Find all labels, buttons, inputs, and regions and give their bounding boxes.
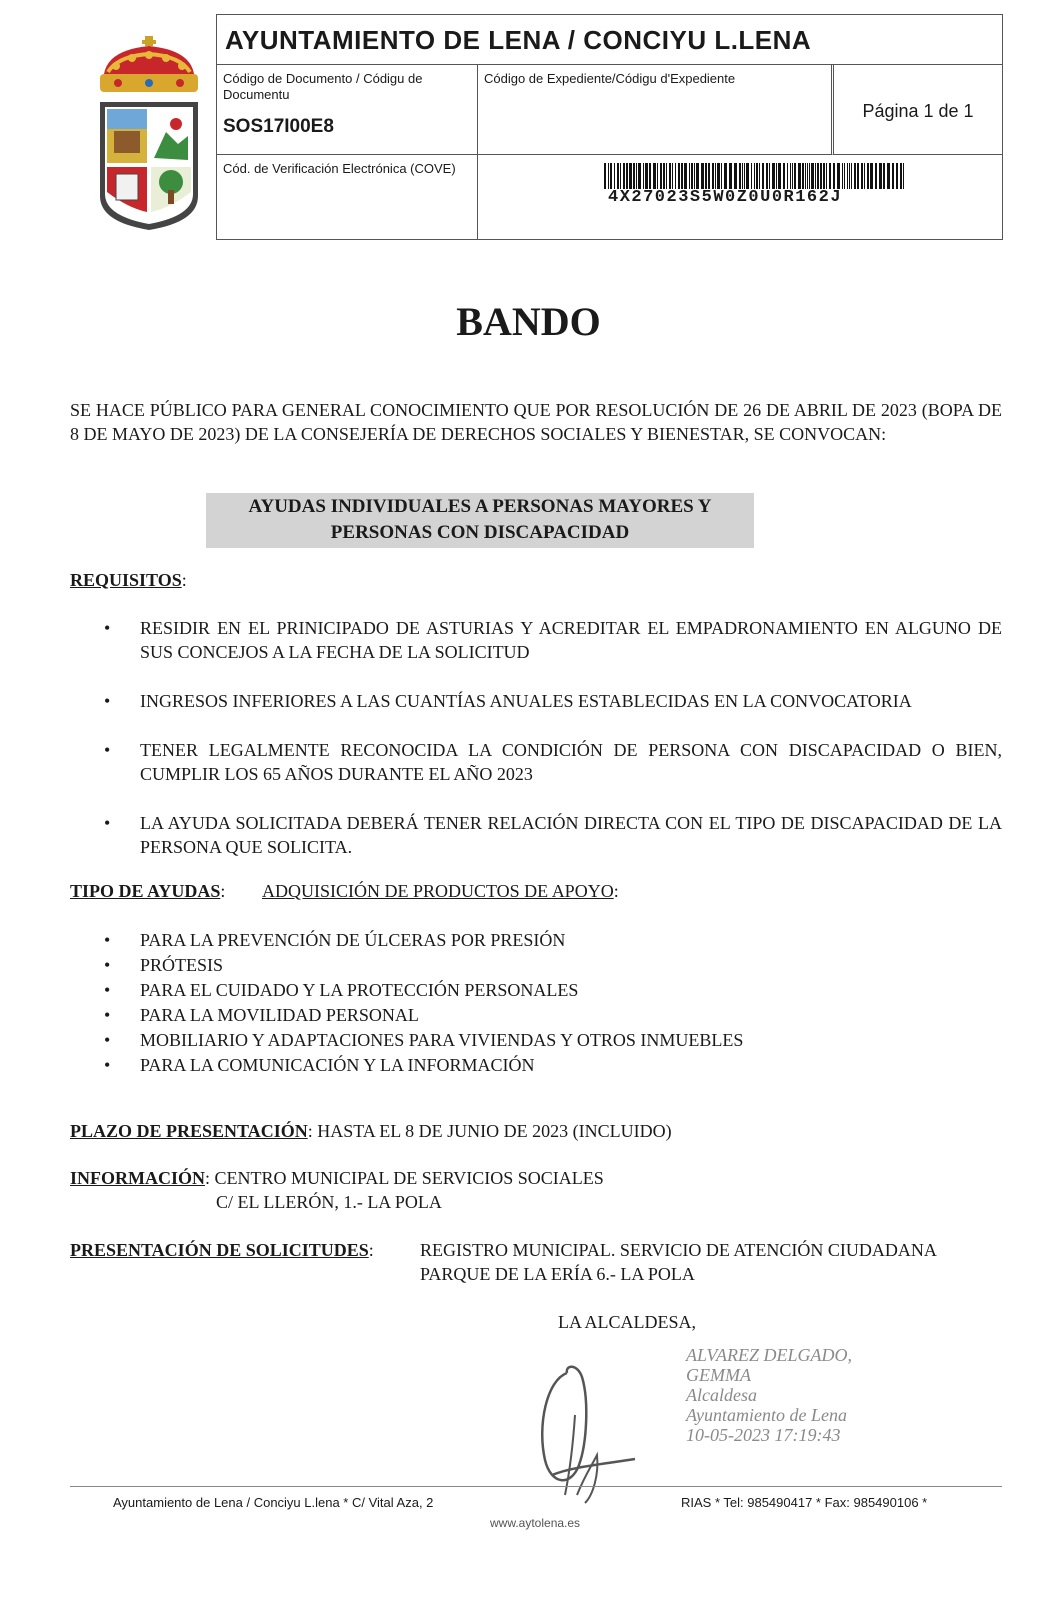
informacion-line-2: C/ EL LLERÓN, 1.- LA POLA (216, 1192, 442, 1212)
intro-paragraph: SE HACE PÚBLICO PARA GENERAL CONOCIMIENTO QUE POR RESOLUCIÓN DE 26 DE ABRIL DE 2023 (BOPA DE 8 DE MAYO DE 2023) DE LA CONSEJERÍA DE DERECHOS SOCIALES Y BIENESTAR, SE CONVOCAN: (70, 400, 1002, 444)
presentacion-line-1: REGISTRO MUNICIPAL. SERVICIO DE ATENCIÓN CIUDADANA (420, 1240, 937, 1260)
plazo-label: PLAZO DE PRESENTACIÓN (70, 1121, 308, 1141)
informacion-row: INFORMACIÓN: CENTRO MUNICIPAL DE SERVICIOS SOCIALES (70, 1168, 604, 1188)
footer-divider (70, 1486, 1002, 1487)
presentacion-row: PRESENTACIÓN DE SOLICITUDES: (70, 1240, 374, 1260)
list-item: • PARA LA PREVENCIÓN DE ÚLCERAS POR PRESIÓN (70, 928, 1002, 952)
presentacion-label: PRESENTACIÓN DE SOLICITUDES (70, 1240, 369, 1260)
signer-title: LA ALCALDESA, (558, 1312, 697, 1332)
plazo-row: PLAZO DE PRESENTACIÓN: HASTA EL 8 DE JUNIO DE 2023 (INCLUIDO) (70, 1121, 672, 1141)
highlight-line-1: AYUDAS INDIVIDUALES A PERSONAS MAYORES Y (248, 496, 712, 517)
informacion-line-1: CENTRO MUNICIPAL DE SERVICIOS SOCIALES (214, 1168, 604, 1188)
signer-name-2: GEMMA (686, 1365, 751, 1385)
header-title: AYUNTAMIENTO DE LENA / CONCIYU L.LENA (217, 15, 1002, 65)
tipo-label: TIPO DE AYUDAS (70, 881, 221, 901)
handwritten-signature (527, 1355, 647, 1505)
signer-role: Alcaldesa (686, 1385, 757, 1405)
tipo-subheading: ADQUISICIÓN DE PRODUCTOS DE APOYO: (262, 881, 619, 901)
barcode-icon (604, 163, 904, 189)
crown-icon (100, 36, 198, 92)
requisitos-heading: REQUISITOS: (70, 570, 187, 590)
requisitos-list (70, 616, 1002, 884)
document-code-label: Código de Documento / Códigu de Documentu (223, 71, 423, 102)
footer-address: Ayuntamiento de Lena / Conciyu L.lena * C/ Vital Aza, 2 (113, 1495, 434, 1510)
signer-name-1: ALVAREZ DELGADO, (686, 1345, 852, 1365)
list-item: • LA AYUDA SOLICITADA DEBERÁ TENER RELACIÓN DIRECTA CON EL TIPO DE DISCAPACIDAD DE LA PERSONA QUE SOLICITA. (70, 811, 1002, 859)
cove-code: 4X27023S5W0Z0U0R162J (608, 188, 843, 207)
plazo-value: HASTA EL 8 DE JUNIO DE 2023 (INCLUIDO) (317, 1121, 672, 1141)
list-item: • INGRESOS INFERIORES A LAS CUANTÍAS ANUALES ESTABLECIDAS EN LA CONVOCATORIA (70, 689, 1002, 713)
highlight-line-2: PERSONAS CON DISCAPACIDAD (330, 522, 630, 543)
page-number: Página 1 de 1 (834, 65, 1002, 155)
page-title: BANDO (456, 299, 601, 344)
informacion-label: INFORMACIÓN (70, 1168, 205, 1188)
expediente-cell (478, 65, 834, 155)
document-code-value: SOS17I00E8 (223, 116, 334, 137)
signer-org: Ayuntamiento de Lena (686, 1405, 847, 1425)
electronic-signature-stamp (686, 1345, 852, 1445)
presentacion-line-2: PARQUE DE LA ERÍA 6.- LA POLA (420, 1264, 695, 1284)
document-code-cell (217, 65, 478, 155)
list-item: • PRÓTESIS (70, 953, 1002, 977)
tipo-sublabel: ADQUISICIÓN DE PRODUCTOS DE APOYO (262, 881, 614, 901)
shield-icon (100, 102, 198, 230)
footer-website: www.aytolena.es (490, 1516, 581, 1530)
cove-barcode-cell (478, 155, 1002, 239)
tipo-heading: TIPO DE AYUDAS: (70, 881, 226, 901)
list-item: • MOBILIARIO Y ADAPTACIONES PARA VIVIENDAS Y OTROS INMUEBLES (70, 1028, 1002, 1052)
cove-label: Cód. de Verificación Electrónica (COVE) (217, 155, 478, 239)
tipo-list (70, 928, 1002, 1078)
signature-datetime: 10-05-2023 17:19:43 (686, 1425, 841, 1445)
list-item: • TENER LEGALMENTE RECONOCIDA LA CONDICIÓN DE PERSONA CON DISCAPACIDAD O BIEN, CUMPLIR LOS 65 AÑOS DURANTE EL AÑO 2023 (70, 738, 1002, 786)
list-item: • PARA LA MOVILIDAD PERSONAL (70, 1003, 1002, 1027)
expediente-label: Código de Expediente/Códigu d'Expediente (484, 71, 736, 86)
coat-of-arms-crest (98, 36, 200, 232)
list-item: • PARA LA COMUNICACIÓN Y LA INFORMACIÓN (70, 1053, 1002, 1077)
document-header-table (216, 14, 1003, 240)
list-item: • RESIDIR EN EL PRINICIPADO DE ASTURIAS Y ACREDITAR EL EMPADRONAMIENTO EN ALGUNO DE SUS CONCEJOS A LA FECHA DE LA SOLICITUD (70, 616, 1002, 664)
highlight-box (206, 493, 754, 548)
requisitos-label: REQUISITOS (70, 570, 182, 590)
list-item: • PARA EL CUIDADO Y LA PROTECCIÓN PERSONALES (70, 978, 1002, 1002)
footer-contact: RIAS * Tel: 985490417 * Fax: 985490106 * (681, 1495, 928, 1510)
